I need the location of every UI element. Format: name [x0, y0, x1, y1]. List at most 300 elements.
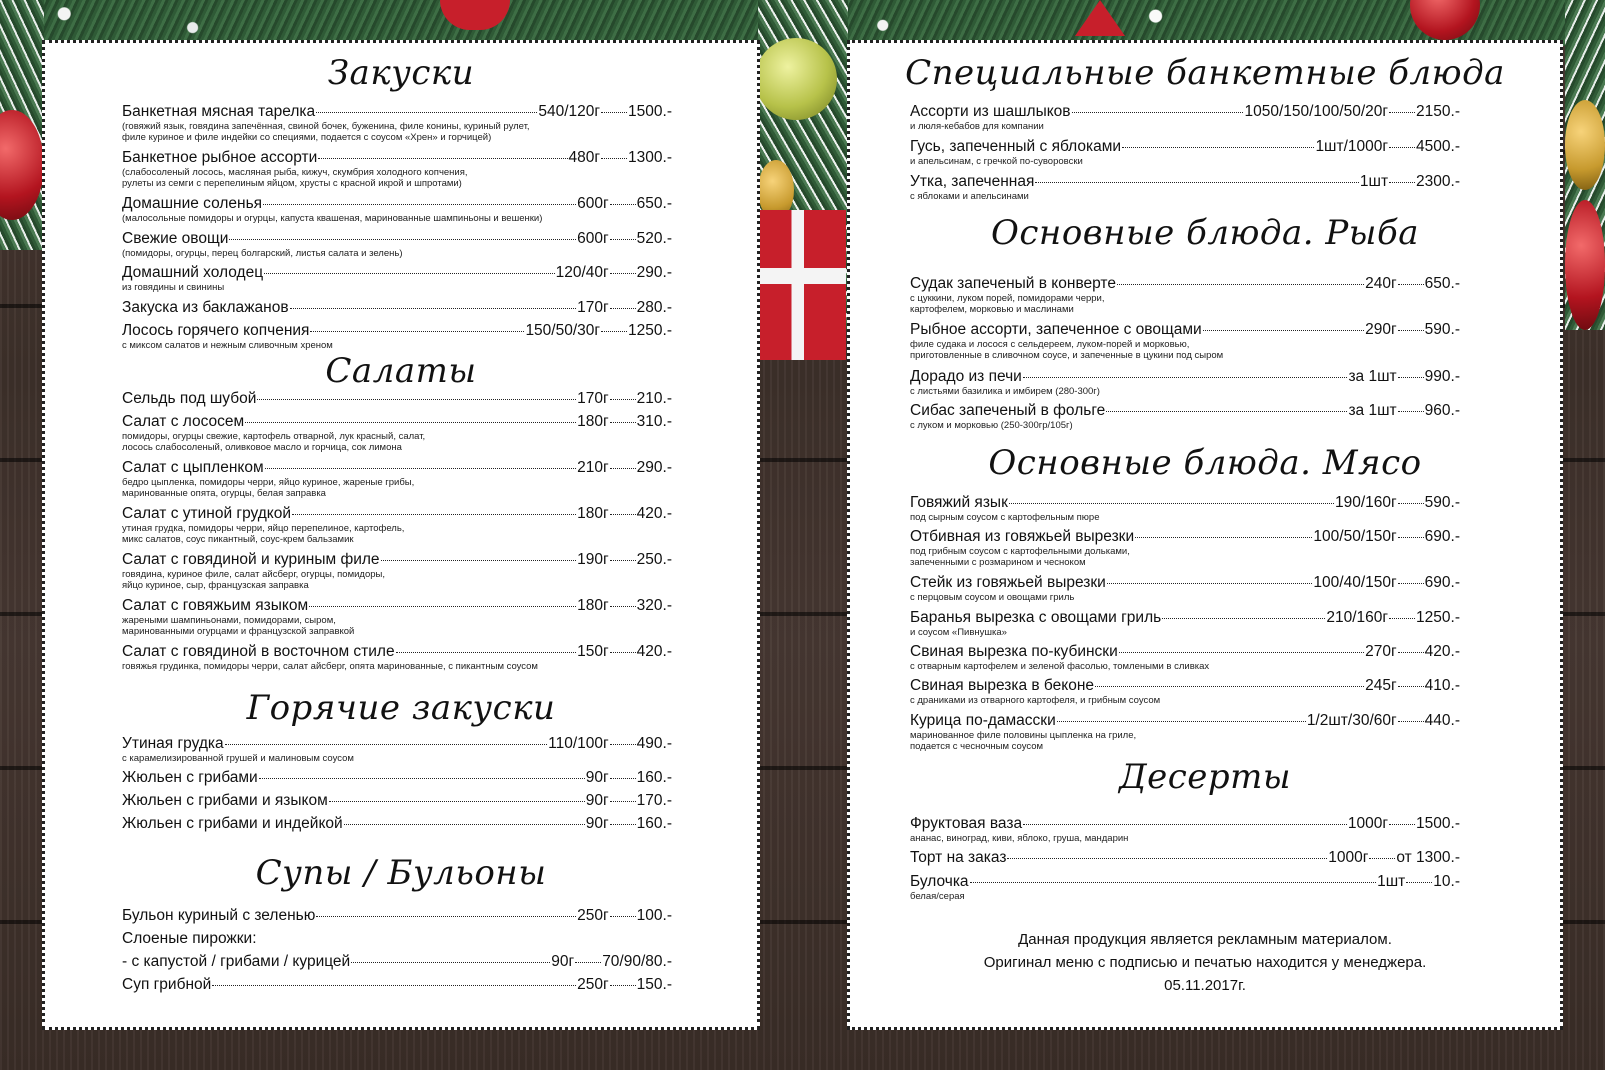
menu-item [122, 735, 672, 764]
dish-price: 250.- [636, 551, 672, 568]
dish-weight: 210г [577, 459, 609, 476]
dish-name: Судак запеченый в конверте [910, 275, 1116, 292]
menu-item-row [910, 402, 1460, 420]
dish-name: Свиная вырезка в беконе [910, 677, 1095, 694]
dot-leader [1389, 618, 1415, 619]
dot-leader [575, 962, 601, 963]
dish-name: Салат с утиной грудкой [122, 505, 292, 522]
menu-item-row [910, 609, 1460, 627]
dot-leader [245, 422, 576, 423]
dish-description: и люля-кебабов для компании [910, 121, 1044, 132]
dot-leader [264, 273, 555, 274]
dish-description: с перцовым соусом и овощами гриль [910, 592, 1075, 603]
menu-item-row [910, 849, 1460, 867]
dish-description: с отварным картофелем и зеленой фасолью, томлеными в сливках [910, 661, 1210, 672]
dot-leader [601, 158, 627, 159]
menu-item [122, 413, 672, 453]
dot-leader [970, 882, 1377, 883]
section-heading: Основные блюда. Рыба [991, 213, 1419, 253]
dot-leader [610, 468, 636, 469]
dish-price: 2150.- [1416, 103, 1460, 120]
section-heading: Закуски [327, 53, 475, 93]
dish-description: с яблоками и апельсинами [910, 191, 1029, 202]
menu-item-row [122, 230, 672, 248]
dot-leader [1398, 583, 1424, 584]
dot-leader [259, 778, 585, 779]
dot-leader [1398, 503, 1424, 504]
dish-description: утиная грудка, помидоры черри, яйцо перепелиное, картофель, [122, 523, 405, 534]
menu-item-row [910, 677, 1460, 695]
menu-item-row [910, 321, 1460, 339]
dot-leader [225, 744, 548, 745]
dot-leader [610, 824, 636, 825]
dish-weight: 245г [1365, 677, 1397, 694]
dish-description: подается с чесночным соусом [910, 741, 1044, 752]
dish-name: Банкетное рыбное ассорти [122, 149, 318, 166]
dot-leader [344, 824, 585, 825]
section-heading: Десерты [1118, 757, 1292, 797]
dish-name: Отбивная из говяжьей вырезки [910, 528, 1135, 545]
dish-description: помидоры, огурцы свежие, картофель отварной, лук красный, салат, [122, 431, 426, 442]
dish-description: маринованное филе половины цыпленка на гриле, [910, 730, 1137, 741]
dot-leader [610, 744, 636, 745]
dish-name: Салат с говядиной в восточном стиле [122, 643, 395, 660]
dot-leader [610, 422, 636, 423]
dish-description: (слабосоленый лосось, масляная рыба, кижуч, скумбрия холодного копчения, [122, 167, 468, 178]
dish-weight: 150/50/30г [525, 322, 601, 339]
menu-item [122, 976, 672, 994]
dish-description: (говяжий язык, говядина запечённая, свиной бочек, буженина, филе конины, куриный рулет, [122, 121, 530, 132]
menu-item-row [910, 103, 1460, 121]
menu-item [910, 275, 1460, 315]
footnote-line: Данная продукция является рекламным материалом. [1018, 931, 1392, 948]
dish-price: от 1300.- [1396, 849, 1460, 866]
dish-price: 420.- [636, 505, 672, 522]
dish-name: Лосось горячего копчения [122, 322, 310, 339]
menu-item [910, 849, 1460, 867]
dish-weight: 1000г [1328, 849, 1369, 866]
dot-leader [1398, 721, 1424, 722]
dot-leader [1095, 686, 1364, 687]
dish-price: 280.- [636, 299, 672, 316]
green-ornament [755, 38, 837, 120]
dish-name: Баранья вырезка с овощами гриль [910, 609, 1162, 626]
dot-leader [1107, 583, 1313, 584]
menu-item-row [910, 528, 1460, 546]
dish-price: 100.- [636, 907, 672, 924]
dish-price: 1250.- [1416, 609, 1460, 626]
dish-weight: 240г [1365, 275, 1397, 292]
dish-price: 420.- [636, 643, 672, 660]
dish-weight: 110/100г [548, 735, 609, 752]
menu-item [122, 103, 672, 143]
dish-name: Говяжий язык [910, 494, 1008, 511]
dish-description: приготовленные в сливочном соусе, и запеченные в цукини под сыром [910, 350, 1224, 361]
dish-weight: 100/40/150г [1313, 574, 1397, 591]
dot-leader [610, 514, 636, 515]
dot-leader [610, 308, 636, 309]
dish-description: маринованными огурцами и французской заправкой [122, 626, 355, 637]
menu-item-row [122, 953, 672, 971]
dot-leader [1398, 652, 1424, 653]
dot-leader [1398, 686, 1424, 687]
menu-item-row [910, 138, 1460, 156]
menu-item-row [122, 597, 672, 615]
menu-item [122, 230, 672, 259]
dot-leader [318, 158, 567, 159]
dish-description: (помидоры, огурцы, перец болгарский, листья салата и зелень) [122, 248, 403, 259]
dish-description: лосось слабосоленый, оливковое масло и горчица, сок лимона [122, 442, 402, 453]
section-heading: Салаты [325, 351, 477, 391]
dish-name: Сельдь под шубой [122, 390, 257, 407]
menu-item-row [122, 735, 672, 753]
menu-item [910, 494, 1460, 523]
dish-weight: 90г [585, 815, 609, 832]
menu-item-row [122, 390, 672, 408]
dish-price: 320.- [636, 597, 672, 614]
dot-leader [1106, 411, 1347, 412]
dot-leader [1023, 377, 1348, 378]
dish-weight: 1/2шт/30/60г [1306, 712, 1397, 729]
dish-weight: 480г [568, 149, 601, 166]
dot-leader [309, 606, 576, 607]
dot-leader [381, 560, 577, 561]
menu-item [910, 609, 1460, 638]
dish-description: с драниками из отварного картофеля, и грибным соусом [910, 695, 1161, 706]
dish-weight: 1000г [1347, 815, 1389, 832]
dot-leader [1398, 330, 1424, 331]
dish-description: филе куриное и филе индейки со специями, подается с соусом «Хрен» и горчицей) [122, 132, 492, 143]
menu-item [122, 643, 672, 672]
dish-name: Жюльен с грибами и языком [122, 792, 328, 809]
dot-leader [1072, 112, 1244, 113]
menu-item [910, 402, 1460, 431]
dish-price: 650.- [636, 195, 672, 212]
dot-leader [601, 112, 627, 113]
dish-description: с листьями базилика и имбирем (280-300г) [910, 386, 1100, 397]
dish-weight: 250г [577, 976, 609, 993]
gold-ornament-right [1565, 100, 1605, 190]
dot-leader [1057, 721, 1306, 722]
menu-item-row [910, 275, 1460, 293]
dish-description: говяжья грудинка, помидоры черри, салат айсберг, опята маринованные, с пикантным соусом [122, 661, 538, 672]
section-heading: Специальные банкетные блюда [905, 53, 1505, 93]
menu-item-row [910, 574, 1460, 592]
dot-leader [610, 560, 636, 561]
dish-description: картофелем, морковью и маслинами [910, 304, 1074, 315]
dot-leader [610, 652, 636, 653]
menu-item-row [122, 815, 672, 833]
menu-item-row [122, 769, 672, 787]
dish-price: 690.- [1424, 528, 1460, 545]
dish-description: бедро цыпленка, помидоры черри, яйцо куриное, жареные грибы, [122, 477, 415, 488]
menu-item-row [122, 643, 672, 661]
dot-leader [316, 916, 576, 917]
dish-price: 990.- [1424, 368, 1460, 385]
dish-description: рулеты из семги с перепелиным яйцом, хрусты с красной икрой и шпротами) [122, 178, 462, 189]
dish-name: Жюльен с грибами [122, 769, 258, 786]
dish-name: Торт на заказ [910, 849, 1007, 866]
dish-price: 490.- [636, 735, 672, 752]
dish-name: Салат с говядиной и куриным филе [122, 551, 380, 568]
dish-name: Банкетная мясная тарелка [122, 103, 316, 120]
dish-price: 1300.- [628, 149, 672, 166]
menu-page-left [42, 40, 760, 1030]
dish-name: Фруктовая ваза [910, 815, 1023, 832]
dish-price: 1500.- [1416, 815, 1460, 832]
dish-weight: 90г [585, 792, 609, 809]
menu-item [910, 528, 1460, 568]
dot-leader [610, 273, 636, 274]
dot-leader [1389, 147, 1415, 148]
dish-weight: 540/120г [538, 103, 601, 120]
dish-weight: 90г [551, 953, 575, 970]
menu-item-row [122, 299, 672, 317]
dish-price: 1250.- [628, 322, 672, 339]
menu-item-row [122, 149, 672, 167]
dot-leader [316, 112, 537, 113]
footnote-line: Оригинал меню с подписью и печатью находится у менеджера. [983, 954, 1427, 971]
dish-name: Закуска из баклажанов [122, 299, 289, 316]
section-heading: Основные блюда. Мясо [988, 443, 1422, 483]
dish-description: маринованные опята, огурцы, белая заправка [122, 488, 326, 499]
menu-item-row [910, 815, 1460, 833]
dish-price: 1500.- [628, 103, 672, 120]
menu-item [122, 505, 672, 545]
dish-name: Сибас запеченый в фольге [910, 402, 1106, 419]
dot-leader [1389, 182, 1415, 183]
menu-item-row [910, 494, 1460, 512]
dish-name: - с капустой / грибами / курицей [122, 953, 351, 970]
subheading-pies: Слоеные пирожки: [122, 930, 257, 947]
dish-name: Свежие овощи [122, 230, 229, 247]
footnote-line: 05.11.2017г. [1164, 977, 1246, 994]
dish-weight: 190/160г [1334, 494, 1397, 511]
dish-weight: 1050/150/100/50/20г [1244, 103, 1389, 120]
dot-leader [1203, 330, 1364, 331]
dish-weight: 250г [577, 907, 609, 924]
dish-name: Жюльен с грибами и индейкой [122, 815, 343, 832]
dot-leader [1398, 411, 1424, 412]
dot-leader [610, 916, 636, 917]
dish-description: запеченными с розмарином и чесноком [910, 557, 1086, 568]
dot-leader [610, 985, 636, 986]
dish-weight: 180г [577, 597, 609, 614]
dish-name: Стейк из говяжьей вырезки [910, 574, 1106, 591]
dot-leader [396, 652, 577, 653]
dish-price: 170.- [636, 792, 672, 809]
dish-price: 160.- [636, 769, 672, 786]
menu-item [910, 574, 1460, 603]
dish-weight: 120/40г [555, 264, 609, 281]
menu-item [122, 299, 672, 317]
menu-item [910, 815, 1460, 844]
menu-item [910, 103, 1460, 132]
menu-item-row [910, 712, 1460, 730]
menu-item [122, 459, 672, 499]
dish-description: и соусом «Пивнушка» [910, 627, 1007, 638]
menu-item [122, 390, 672, 408]
dish-name: Свиная вырезка по-кубински [910, 643, 1118, 660]
dish-price: 150.- [636, 976, 672, 993]
dot-leader [1389, 824, 1415, 825]
dot-leader [257, 399, 576, 400]
dish-price: 440.- [1424, 712, 1460, 729]
menu-item-row [910, 873, 1460, 891]
dish-description: с карамелизированной грушей и малиновым соусом [122, 753, 354, 764]
dot-leader [292, 514, 576, 515]
dish-weight: 170г [577, 299, 609, 316]
dish-price: 410.- [1424, 677, 1460, 694]
dish-weight: 180г [577, 413, 609, 430]
dish-description: говядина, куриное филе, салат айсберг, огурцы, помидоры, [122, 569, 385, 580]
dish-description: и апельсинам, с гречкой по-суворовски [910, 156, 1083, 167]
dish-weight: за 1шт [1348, 402, 1397, 419]
dish-description: с луком и морковью (250-300гр/105г) [910, 420, 1073, 431]
dish-price: 310.- [636, 413, 672, 430]
dish-description: микс салатов, соус пикантный, соус-крем бальзамик [122, 534, 354, 545]
dot-leader [1369, 858, 1395, 859]
dot-leader [610, 606, 636, 607]
menu-item [910, 643, 1460, 672]
dish-weight: за 1шт [1348, 368, 1397, 385]
menu-item-row [122, 264, 672, 282]
dish-description: с миксом салатов и нежным сливочным хреном [122, 340, 333, 351]
dish-weight: 1шт/1000г [1315, 138, 1389, 155]
dish-name: Утиная грудка [122, 735, 224, 752]
menu-item [910, 873, 1460, 902]
dish-name: Суп грибной [122, 976, 212, 993]
dish-name: Булочка [910, 873, 969, 890]
menu-page-right [847, 40, 1563, 1030]
section-heading: Горячие закуски [246, 688, 556, 728]
menu-item [122, 769, 672, 787]
dish-price: 650.- [1424, 275, 1460, 292]
menu-item [122, 792, 672, 810]
dot-leader [1117, 284, 1364, 285]
menu-item [122, 597, 672, 637]
dot-leader [1398, 284, 1424, 285]
dot-leader [1023, 824, 1347, 825]
menu-item [122, 264, 672, 293]
dot-leader [351, 962, 550, 963]
dot-leader [601, 331, 627, 332]
dot-leader [1162, 618, 1325, 619]
dot-leader [1406, 882, 1432, 883]
dish-description: под грибным соусом с картофельными дольками, [910, 546, 1130, 557]
dot-leader [290, 308, 577, 309]
menu-item-row [122, 907, 672, 925]
menu-item-row [122, 413, 672, 431]
dish-price: 70/90/80.- [602, 953, 672, 970]
menu-item-row [910, 643, 1460, 661]
menu-item-row [122, 322, 672, 340]
dot-leader [1007, 858, 1327, 859]
menu-item-row [122, 551, 672, 569]
dish-weight: 270г [1365, 643, 1397, 660]
menu-item [910, 677, 1460, 706]
dot-leader [1398, 537, 1424, 538]
menu-item-row [122, 505, 672, 523]
menu-item [910, 173, 1460, 202]
dish-weight: 100/50/150г [1313, 528, 1397, 545]
dish-description: под сырным соусом с картофельным пюре [910, 512, 1100, 523]
menu-item [910, 712, 1460, 752]
menu-item-row [122, 459, 672, 477]
dish-price: 4500.- [1416, 138, 1460, 155]
dot-leader [1389, 112, 1415, 113]
dish-price: 960.- [1424, 402, 1460, 419]
dish-weight: 210/160г [1326, 609, 1389, 626]
dish-name: Домашний холодец [122, 264, 264, 281]
menu-item-row [122, 195, 672, 213]
dish-name: Салат с говяжьим языком [122, 597, 309, 614]
menu-item [122, 953, 672, 971]
dish-price: 290.- [636, 264, 672, 281]
dish-description: яйцо куриное, сыр, французская заправка [122, 580, 309, 591]
dish-price: 10.- [1433, 873, 1460, 890]
dot-leader [610, 204, 636, 205]
dot-leader [1119, 652, 1364, 653]
menu-item [910, 138, 1460, 167]
dot-leader [229, 239, 576, 240]
dish-weight: 170г [577, 390, 609, 407]
menu-item [122, 195, 672, 224]
dish-weight: 180г [577, 505, 609, 522]
dish-name: Домашние соленья [122, 195, 263, 212]
dish-name: Салат с цыпленком [122, 459, 264, 476]
dish-price: 160.- [636, 815, 672, 832]
dish-description: ананас, виноград, киви, яблоко, груша, мандарин [910, 833, 1129, 844]
dish-weight: 1шт [1359, 173, 1389, 190]
dish-name: Рыбное ассорти, запеченное с овощами [910, 321, 1202, 338]
dish-weight: 190г [577, 551, 609, 568]
dish-name: Дорадо из печи [910, 368, 1022, 385]
menu-item [122, 322, 672, 351]
dot-leader [263, 204, 576, 205]
dot-leader [1122, 147, 1314, 148]
menu-item [122, 815, 672, 833]
dot-leader [610, 778, 636, 779]
dot-leader [610, 399, 636, 400]
red-ornament-right [1565, 200, 1605, 330]
dish-name: Ассорти из шашлыков [910, 103, 1071, 120]
dish-name: Утка, запеченная [910, 173, 1035, 190]
dot-leader [329, 801, 585, 802]
dot-leader [1135, 537, 1312, 538]
dish-price: 2300.- [1416, 173, 1460, 190]
dot-leader [310, 331, 524, 332]
dish-name: Гусь, запеченный с яблоками [910, 138, 1122, 155]
dish-description: с цуккини, луком порей, помидорами черри, [910, 293, 1105, 304]
dot-leader [610, 239, 636, 240]
dot-leader [212, 985, 576, 986]
menu-item [910, 368, 1460, 397]
dish-description: (малосольные помидоры и огурцы, капуста квашеная, маринованные шампиньоны и вешенки) [122, 213, 543, 224]
dot-leader [1009, 503, 1334, 504]
menu-item [122, 551, 672, 591]
dot-leader [1398, 377, 1424, 378]
dish-price: 520.- [636, 230, 672, 247]
menu-item-row [122, 792, 672, 810]
dish-price: 290.- [636, 459, 672, 476]
dish-price: 590.- [1424, 494, 1460, 511]
dish-price: 420.- [1424, 643, 1460, 660]
menu-item-row [122, 976, 672, 994]
menu-item-row [122, 103, 672, 121]
dish-weight: 600г [577, 195, 609, 212]
gift-box [758, 210, 846, 360]
